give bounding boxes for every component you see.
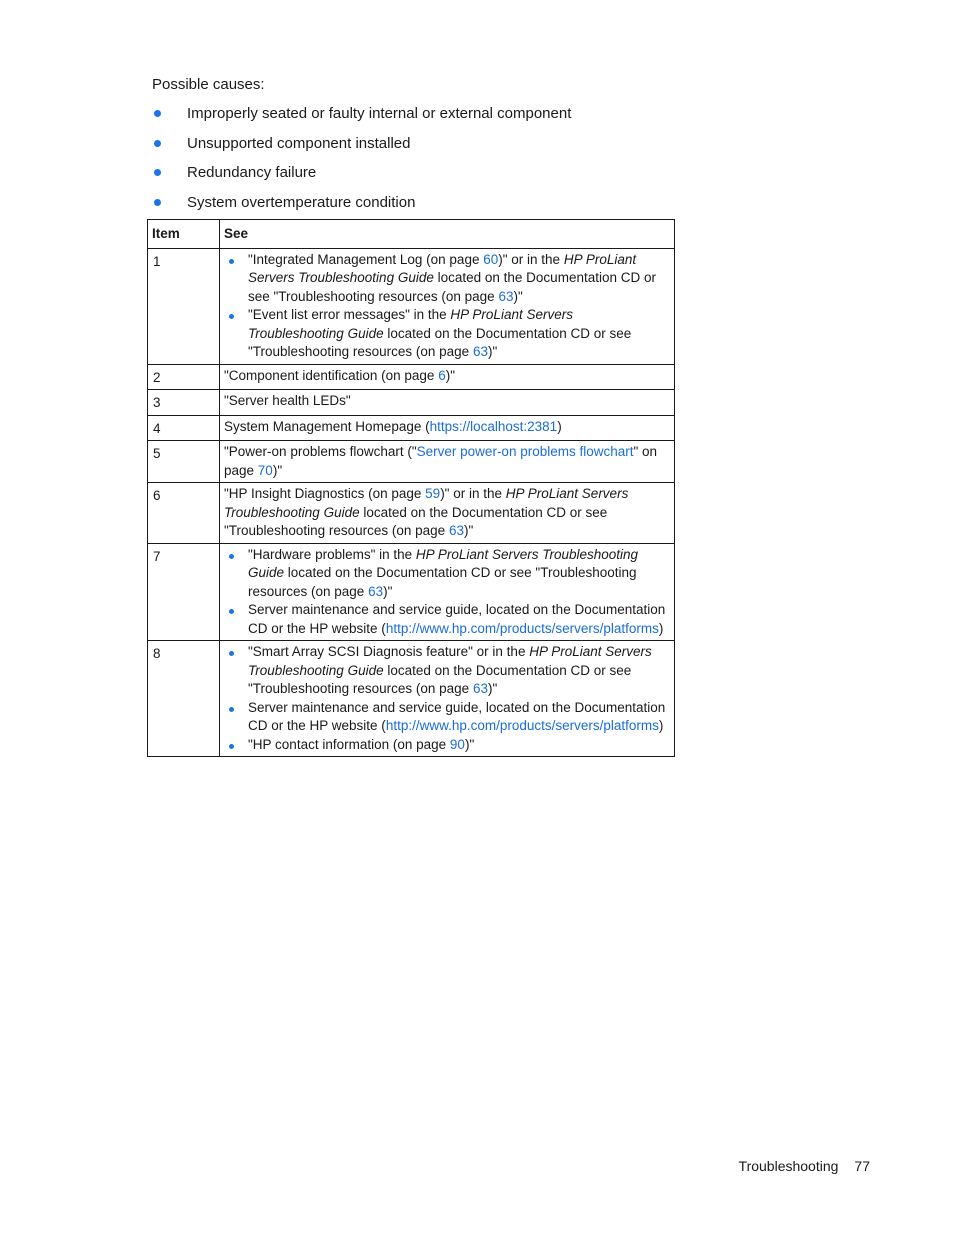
cause-item: System overtemperature condition [152, 193, 571, 223]
text-run: )" or in the [440, 486, 506, 501]
table-row [148, 483, 675, 544]
see-list-item [224, 643, 670, 699]
guide-title: HP ProLiant Servers Troubleshooting Guide [248, 546, 639, 580]
url-link[interactable]: http://www.hp.com/products/servers/platforms [385, 620, 659, 636]
item-number: 7 [148, 543, 220, 641]
text-run: )" [487, 681, 498, 696]
text-run: )" [464, 736, 475, 752]
text-run: located on the Documentation CD or see "Troubleshooting resources (on page [248, 270, 656, 304]
text-run: )" [463, 523, 474, 538]
text-run: "Power-on problems flowchart (" [224, 444, 417, 459]
text-run: Server maintenance and service guide, located on the Documentation CD or the HP website ( [248, 602, 666, 636]
reference-table [147, 219, 675, 757]
text-run: Server maintenance and service guide, located on the Documentation CD or the HP website ( [248, 699, 666, 733]
guide-title: HP ProLiant Servers Troubleshooting Guide [248, 644, 652, 678]
text-run: located on the Documentation CD or see "Troubleshooting resources (on page [248, 325, 632, 359]
see-cell [220, 543, 675, 641]
see-cell [220, 415, 675, 441]
text-run: located on the Documentation CD or see "Troubleshooting resources (on page [224, 504, 608, 538]
page-link[interactable]: 90 [449, 736, 465, 752]
text-run: )" [445, 367, 455, 383]
text-run: "Smart Array SCSI Diagnosis feature" or in the [248, 644, 530, 659]
text-run: System Management Homepage ( [224, 418, 430, 434]
text-run: located on the Documentation CD or see "Troubleshooting resources (on page [248, 662, 632, 696]
text-run: "HP contact information (on page [248, 736, 450, 752]
item-number: 4 [148, 415, 220, 441]
page-link[interactable]: 63 [472, 681, 488, 696]
see-list-item [224, 306, 670, 362]
text-run: "Event list error messages" in the [248, 307, 451, 322]
possible-causes-list [152, 104, 571, 222]
table-row [148, 364, 675, 390]
see-list [224, 643, 670, 754]
possible-causes-heading: Possible causes: [152, 76, 265, 93]
text-run: )" [513, 288, 523, 304]
cause-item: Unsupported component installed [152, 134, 571, 164]
see-cell [220, 441, 675, 483]
page-link[interactable]: 6 [438, 367, 446, 383]
header-item: Item [148, 220, 220, 249]
cause-item: Redundancy failure [152, 163, 571, 193]
text-run: "Integrated Management Log (on page [248, 251, 484, 267]
see-cell [220, 641, 675, 757]
see-list-item [224, 601, 670, 638]
text-run: "HP Insight Diagnostics (on page [224, 486, 426, 501]
page-link[interactable]: 70 [257, 462, 273, 478]
page-link[interactable]: 63 [448, 523, 464, 538]
table-row [148, 441, 675, 483]
header-see: See [220, 220, 675, 249]
table-row [148, 248, 675, 364]
table-row [148, 543, 675, 641]
guide-title: HP ProLiant Servers Troubleshooting Guide [224, 486, 629, 520]
table-header-row [148, 220, 675, 249]
text-run: "Hardware problems" in the [248, 546, 416, 562]
text-run: )" [383, 583, 393, 599]
see-list [224, 251, 670, 362]
text-run: ) [658, 718, 664, 733]
see-list [224, 546, 670, 639]
table-row [148, 415, 675, 441]
guide-title: HP ProLiant Servers Troubleshooting Guide [248, 251, 637, 285]
text-run: located on the Documentation CD or see "Troubleshooting resources (on page [248, 565, 637, 599]
table-row [148, 641, 675, 757]
see-cell [220, 364, 675, 390]
see-cell [220, 390, 675, 416]
see-list-item [224, 736, 670, 755]
text-run: "Component identification (on page [224, 367, 439, 383]
item-number: 2 [148, 364, 220, 390]
see-list-item [224, 546, 670, 602]
item-number: 3 [148, 390, 220, 416]
page-link[interactable]: 63 [472, 344, 488, 359]
url-link[interactable]: https://localhost:2381 [429, 418, 558, 434]
table-row [148, 390, 675, 416]
page-link[interactable]: 59 [425, 486, 441, 501]
see-cell [220, 483, 675, 544]
item-number: 8 [148, 641, 220, 757]
footer-section: Troubleshooting [738, 1158, 839, 1174]
see-list-item [224, 251, 670, 307]
item-number: 5 [148, 441, 220, 483]
page-footer [739, 1158, 870, 1174]
text-run: " on page [224, 444, 658, 478]
page-link[interactable]: 60 [483, 251, 499, 267]
text-run: "Server health LEDs" [224, 393, 351, 408]
see-cell [220, 248, 675, 364]
page-number: 77 [854, 1158, 870, 1174]
item-number: 1 [148, 248, 220, 364]
url-link[interactable]: http://www.hp.com/products/servers/platforms [385, 718, 659, 733]
guide-title: HP ProLiant Servers Troubleshooting Guide [248, 307, 573, 341]
item-number: 6 [148, 483, 220, 544]
text-run: )" [487, 344, 498, 359]
text-run: ) [557, 418, 562, 434]
text-run: )" or in the [498, 251, 564, 267]
cause-item: Improperly seated or faulty internal or external component [152, 104, 571, 134]
flowchart-link[interactable]: Server power-on problems flowchart [416, 444, 634, 459]
page-link[interactable]: 63 [368, 583, 384, 599]
text-run: ) [658, 620, 664, 636]
text-run: )" [272, 462, 283, 478]
page-link[interactable]: 63 [498, 288, 514, 304]
see-list-item [224, 699, 670, 736]
